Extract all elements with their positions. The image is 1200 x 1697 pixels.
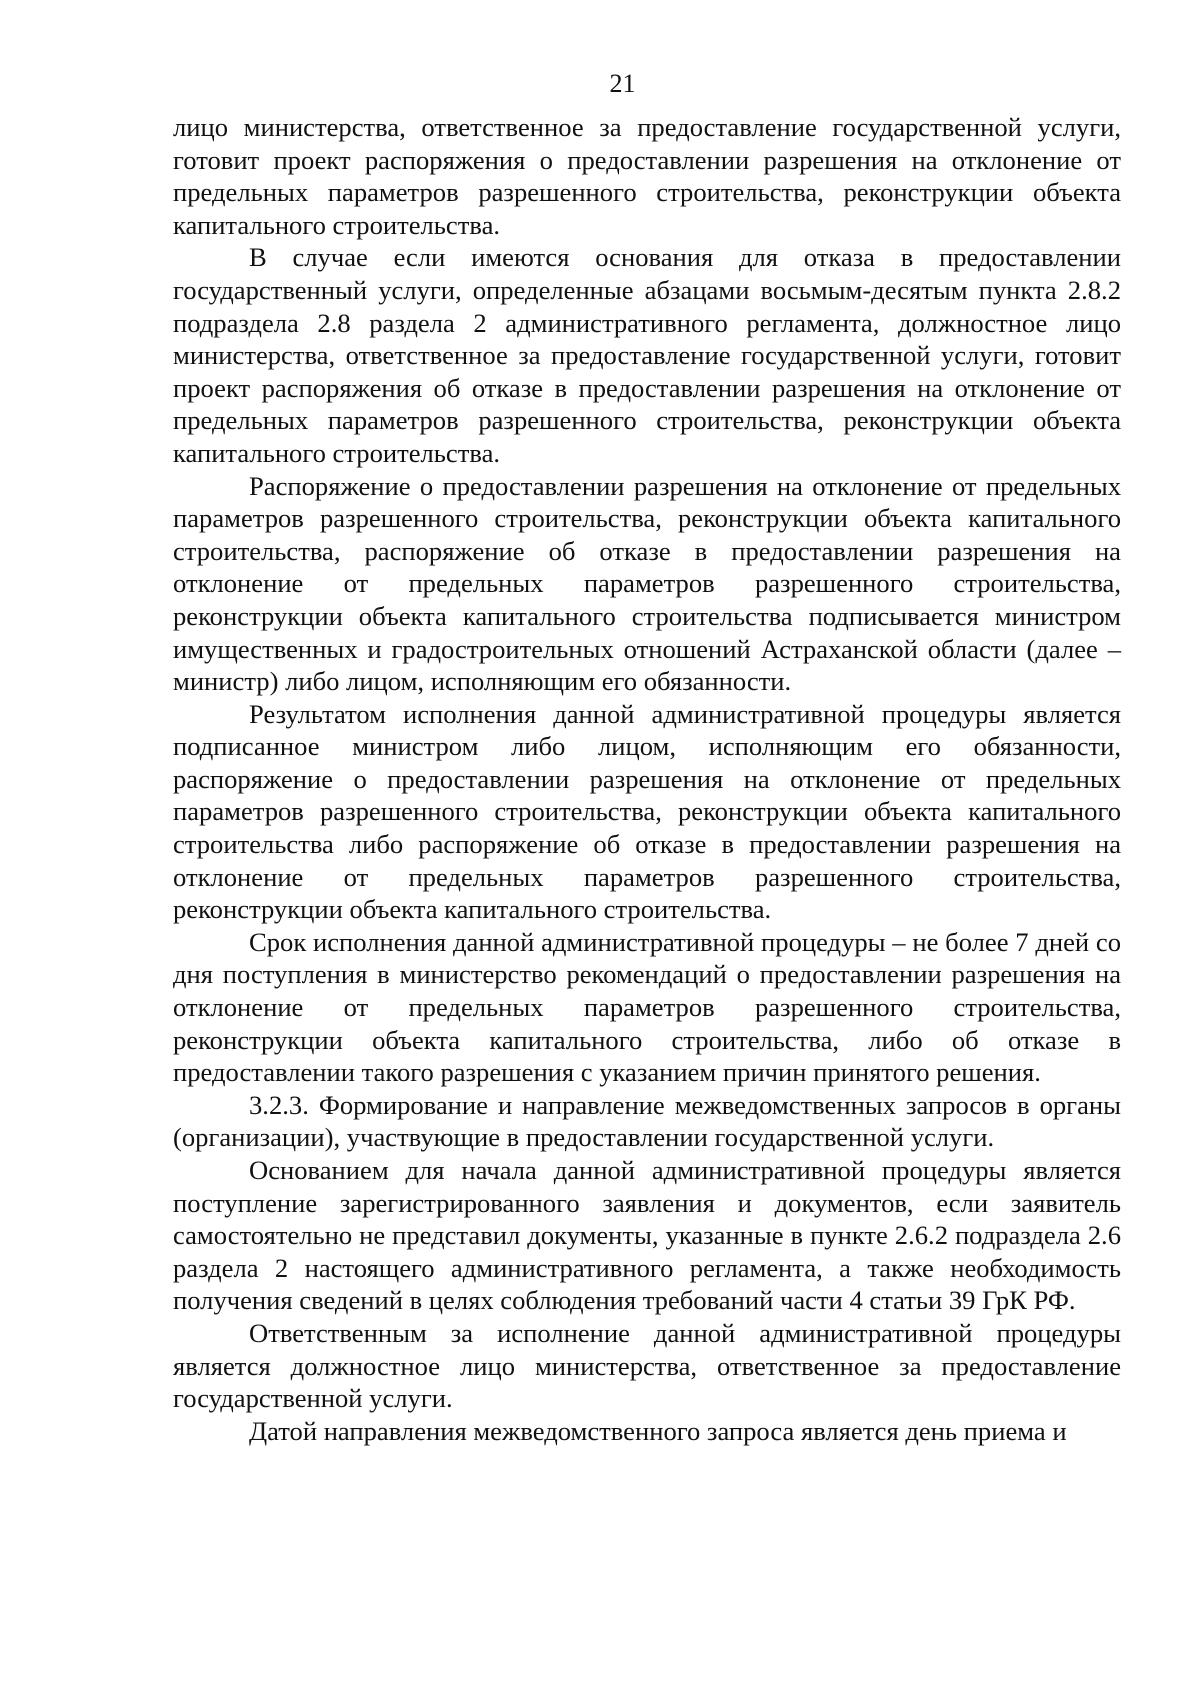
paragraph-continued: лицо министерства, ответственное за предоставление государственной услуги, готовит проект распоряжения о предоставлении разрешения на отклонение от предельных параметров разрешенного строительства, реконструкции объекта капитального строительства. [173, 112, 1121, 240]
paragraph-signing: Распоряжение о предоставлении разрешения на отклонение от предельных параметров разрешенного строительства, реконструкции объекта капитального строительства, распоряжение об отказе в предоставлении разрешения на отклонение от предельных параметров разрешенного строительства, реконструкции объекта капитального строительства подписывается министром имущественных и градостроительных отношений Астраханской области (далее – министр) либо лицом, исполняющим его обязанности. [173, 470, 1121, 697]
paragraph-request-date: Датой направления межведомственного запроса является день приема и [249, 1415, 1067, 1446]
paragraph-result: Результатом исполнения данной административной процедуры является подписанное министром либо лицом, исполняющим его обязанности, распоряжение о предоставлении разрешения на отклонение от предельных параметров разрешенного строительства, реконструкции объекта капитального строительства либо распоряжение об отказе в предоставлении разрешения на отклонение от предельных параметров разрешенного строительства, реконструкции объекта капитального строительства. [173, 698, 1121, 925]
document-body [173, 111, 1121, 1447]
page-number: 21 [609, 69, 636, 98]
paragraph-deadline: Срок исполнения данной административной процедуры – не более 7 дней со дня поступления в министерство рекомендаций о предоставлении разрешения на отклонение от предельных параметров разрешенного строительства, реконструкции объекта капитального строительства, либо об отказе в предоставлении такого разрешения с указанием причин принятого решения. [173, 926, 1121, 1088]
paragraph-responsible: Ответственным за исполнение данной административной процедуры является должностное лицо министерства, ответственное за предоставление государственной услуги. [173, 1317, 1121, 1414]
paragraph-basis: Основанием для начала данной административной процедуры является поступление зарегистрированного заявления и документов, если заявитель самостоятельно не представил документы, указанные в пункте 2.6.2 подраздела 2.6 раздела 2 настоящего административного регламента, а также необходимость получения сведений в целях соблюдения требований части 4 статьи 39 ГрК РФ. [173, 1155, 1121, 1316]
section-heading-3-2-3: 3.2.3. Формирование и направление межведомственных запросов в органы (организации), участвующие в предоставлении государственной услуги. [173, 1089, 1121, 1153]
paragraph-refusal-grounds: В случае если имеются основания для отказа в предоставлении государственный услуги, определенные абзацами восьмым-десятым пункта 2.8.2 подраздела 2.8 раздела 2 административного регламента, должностное лицо министерства, ответственное за предоставление государственной услуги, готовит проект распоряжения об отказе в предоставлении разрешения на отклонение от предельных параметров разрешенного строительства, реконструкции объекта капитального строительства. [173, 242, 1121, 468]
